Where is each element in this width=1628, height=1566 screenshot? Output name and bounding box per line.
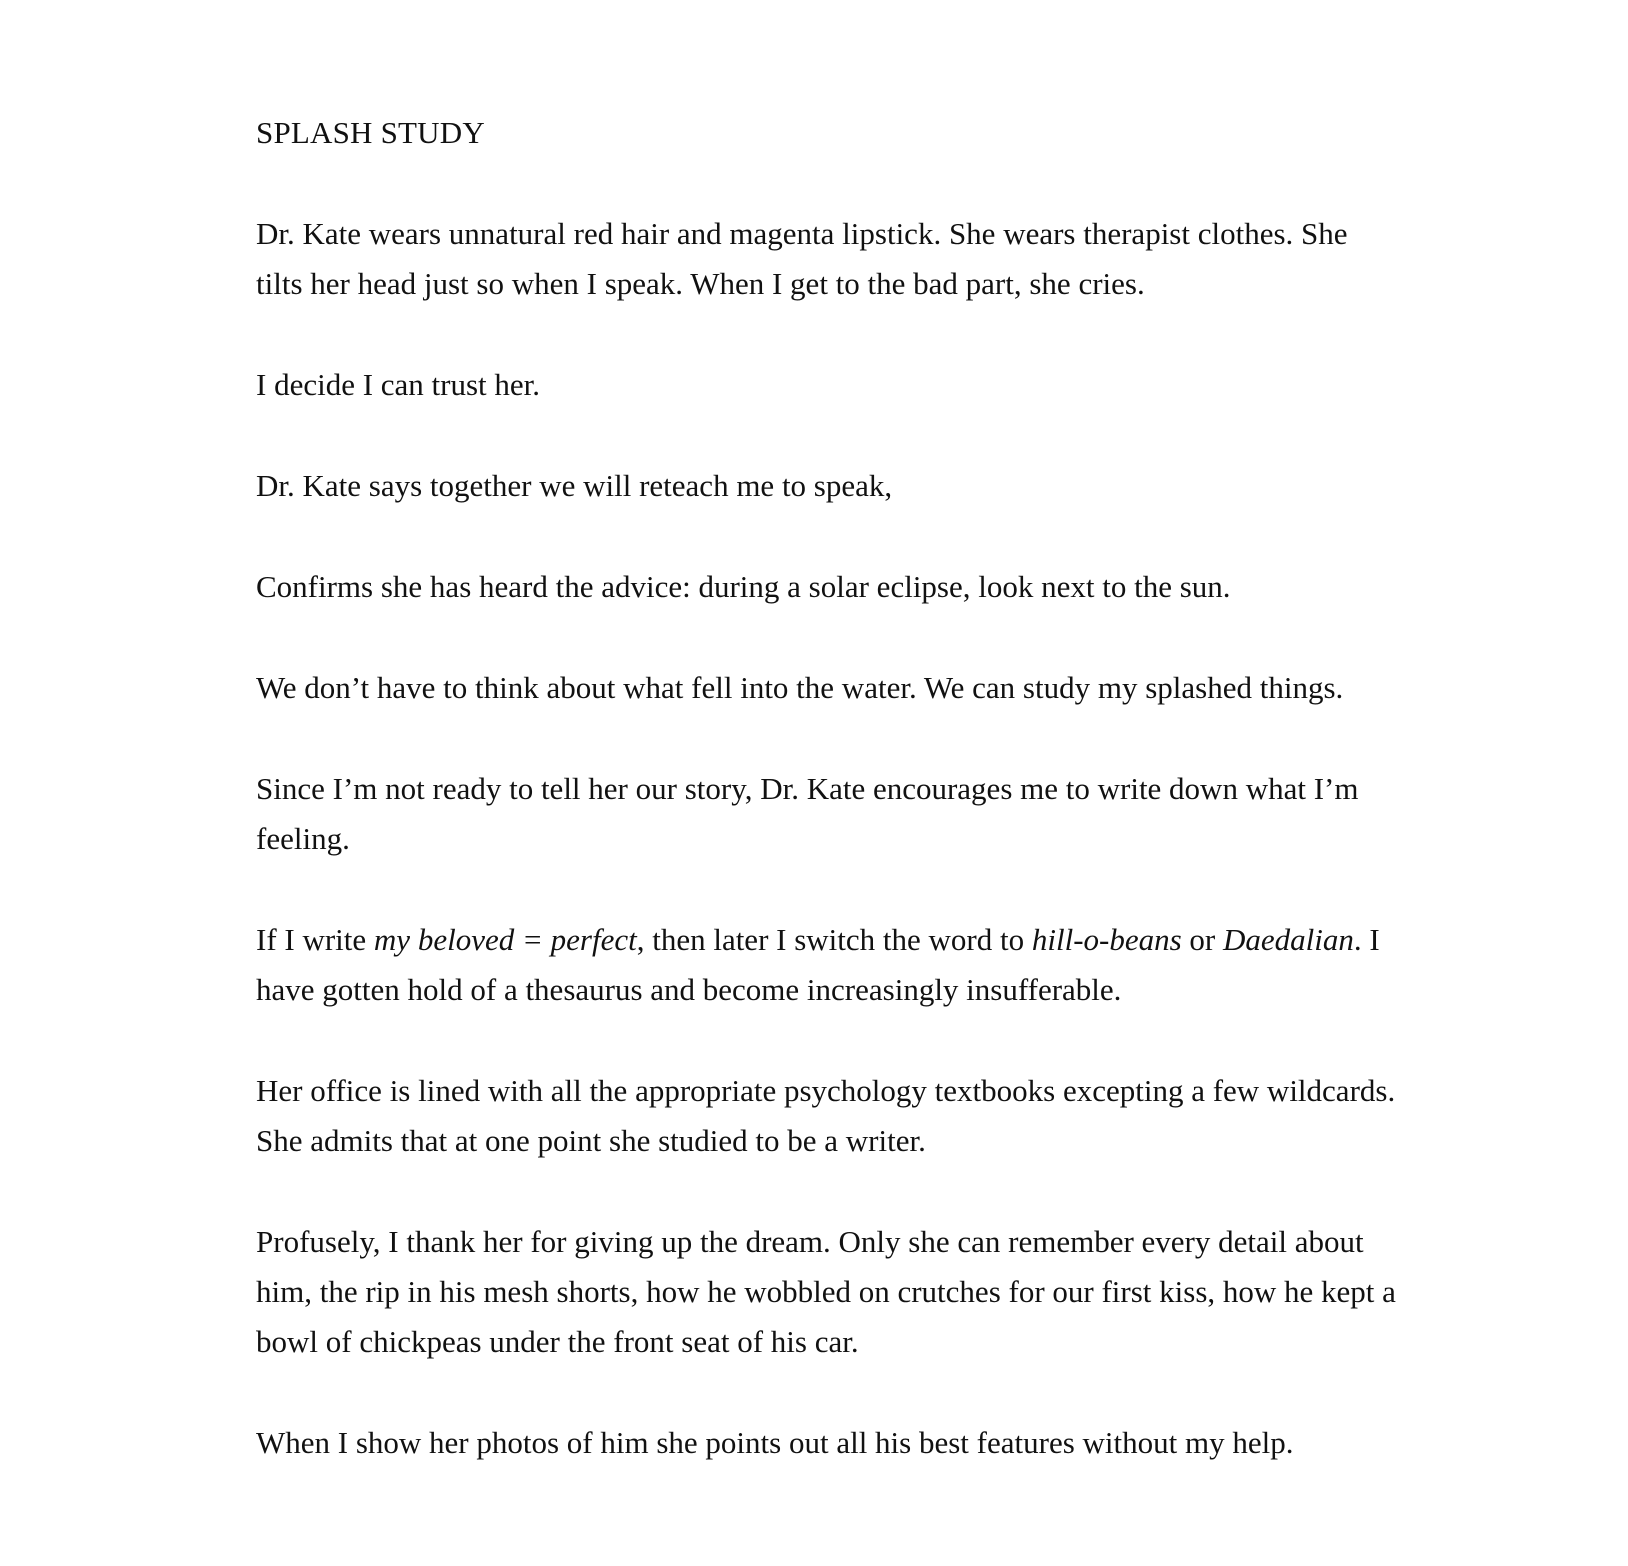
paragraph-6: Since I’m not ready to tell her our story, Dr. Kate encourages me to write down what I’m feeling. — [256, 771, 1359, 856]
paragraph-10: When I show her photos of him she points out all his best features without my help. — [256, 1425, 1294, 1460]
paragraph-4: Confirms she has heard the advice: during a solar eclipse, look next to the sun. — [256, 569, 1231, 604]
paragraph-7-text-1: If I write — [256, 922, 374, 957]
paragraph-9: Profusely, I thank her for giving up the dream. Only she can remember every detail about him, the rip in his mesh shorts, how he wobbled on crutches for our first kiss, how he kept a bowl of chickpeas under the front seat of his car. — [256, 1224, 1396, 1359]
paragraph-2: I decide I can trust her. — [256, 367, 541, 402]
paragraph-5: We don’t have to think about what fell into the water. We can study my splashed things. — [256, 670, 1344, 705]
paragraph-8: Her office is lined with all the appropriate psychology textbooks excepting a few wildcards. She admits that at one point she studied to be a writer. — [256, 1073, 1396, 1158]
paragraph-3: Dr. Kate says together we will reteach me to speak, — [256, 468, 893, 503]
document-page — [256, 108, 1396, 1468]
paragraph-7-italic-3: Daedalian — [1223, 922, 1354, 957]
paragraph-7-text-2: , then later I switch the word to — [636, 922, 1032, 957]
paragraph-7-italic-1: my beloved = perfect — [373, 922, 637, 957]
paragraph-7-text-3: or — [1181, 922, 1223, 957]
paragraph-7 — [256, 915, 1396, 1015]
paragraph-1: Dr. Kate wears unnatural red hair and magenta lipstick. She wears therapist clothes. She tilts her head just so when I speak. When I get to the bad part, she cries. — [256, 216, 1348, 301]
document-title: SPLASH STUDY — [256, 115, 485, 150]
paragraph-7-italic-2: hill-o-beans — [1031, 922, 1182, 957]
paragraph-7-text-4: . I have gotten hold of a thesaurus and become increasingly insufferable. — [256, 922, 1380, 1007]
